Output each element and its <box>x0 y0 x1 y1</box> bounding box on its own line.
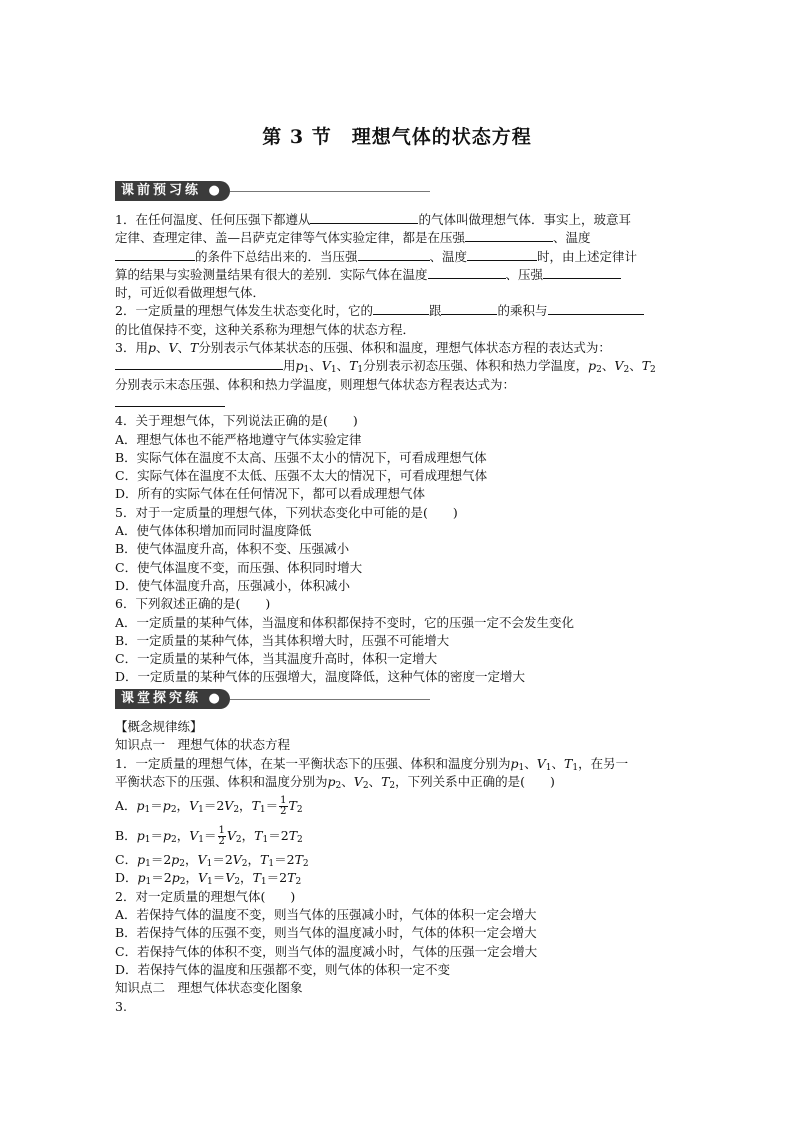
q6-option-a[interactable]: A．一定质量的某种气体，当温度和体积都保持不变时，它的压强一定不会发生变化 <box>115 614 575 630</box>
answer-blank[interactable] <box>115 394 225 407</box>
q1-line1: 1．在任何温度、任何压强下都遵从 的气体叫做理想气体．事实上，玻意耳 <box>115 212 631 227</box>
q1-line4: 算的结果与实验测量结果有很大的差别．实际气体在温度 、压强 <box>115 266 681 284</box>
answer-blank[interactable] <box>358 248 430 261</box>
section-header-pre <box>115 181 435 203</box>
section-divider <box>230 191 430 192</box>
answer-blank[interactable] <box>467 248 537 261</box>
c-q2-option-c[interactable]: C．若保持气体的体积不变，则当气体的温度减小时，气体的压强一定会增大 <box>115 943 538 959</box>
section-header-class <box>115 689 435 711</box>
c-q1-option-c[interactable]: C．$p_1=2p_2$，$V_1=2V_2$，$T_1=2T_2$ <box>115 852 309 870</box>
answer-blank[interactable] <box>115 357 283 370</box>
c-q1-line2: 平衡状态下的压强、体积和温度分别为$p_2$、$V_2$、$T_2$，下列关系中正确的是( ) <box>115 773 555 791</box>
answer-blank[interactable] <box>548 302 644 315</box>
answer-blank[interactable] <box>428 266 506 279</box>
q2-line1: 2．一定质量的理想气体发生状态变化时，它的 跟 的乘积与 <box>115 302 681 320</box>
answer-blank[interactable] <box>373 302 429 315</box>
answer-blank[interactable] <box>310 211 418 224</box>
section-divider <box>230 699 430 700</box>
pre-questions <box>115 211 681 687</box>
q6-option-c[interactable]: C．一定质量的某种气体，当其温度升高时，体积一定增大 <box>115 651 438 667</box>
c-q2-option-d[interactable]: D．若保持气体的温度和压强都不变，则气体的体积一定不变 <box>115 961 451 977</box>
q5-option-c[interactable]: C．使气体温度不变，而压强、体积同时增大 <box>115 559 363 575</box>
page-title: 第 3 节 理想气体的状态方程 <box>262 126 532 148</box>
c-q1-option-b[interactable]: B．$p_1=p_2$，$V_1=$ $\frac{1}{2}$ $V_2$，$T_1=2T_2$ <box>115 825 303 848</box>
q4-option-d[interactable]: D．所有的实际气体在任何情况下，都可以看成理想气体 <box>115 486 426 502</box>
c-q2-stem: 2．对一定质量的理想气体( ) <box>115 888 296 904</box>
q6-option-b[interactable]: B．一定质量的某种气体，当其体积增大时，压强不可能增大 <box>115 632 450 648</box>
q1-line3: 的条件下总结出来的．当压强 、温度 时，由上述定律计 <box>115 248 681 266</box>
q5-stem: 5．对于一定质量的理想气体，下列状态变化中可能的是( ) <box>115 504 458 520</box>
q1-line5: 时，可近似看做理想气体． <box>115 285 266 301</box>
section-label-pre: 课前预习练 ● <box>115 181 230 201</box>
answer-blank[interactable] <box>115 248 195 261</box>
answer-blank[interactable] <box>441 302 497 315</box>
knowledge-point-2: 知识点二 理想气体状态变化图象 <box>115 980 303 996</box>
class-questions <box>115 718 681 1016</box>
q3-line3: 分别表示末态压强、体积和热力学温度，则理想气体状态方程表达式为： <box>115 376 516 392</box>
c-q1-option-a[interactable]: A．$p_1=p_2$，$V_1=2V_2$，$T_1=$ $\frac{1}{2}$ $T_2$ <box>115 795 303 818</box>
c-q2-option-b[interactable]: B．若保持气体的压强不变，则当气体的温度减小时，气体的体积一定会增大 <box>115 925 537 941</box>
knowledge-point-1: 知识点一 理想气体的状态方程 <box>115 737 291 753</box>
q3-line2: 用$p_1$、$V_1$、$T_1$分别表示初态压强、体积和热力学温度，$p_2$、$V_2$、$T_2$ <box>115 357 681 375</box>
answer-blank[interactable] <box>543 266 621 279</box>
q4-option-b[interactable]: B．实际气体在温度不太高、压强不太小的情况下，可看成理想气体 <box>115 449 487 465</box>
q5-option-b[interactable]: B．使气体温度升高，体积不变、压强减小 <box>115 541 350 557</box>
section-label-class: 课堂探究练 ● <box>115 689 230 709</box>
c-q1-option-d[interactable]: D．$p_1=2p_2$，$V_1=V_2$，$T_1=2T_2$ <box>115 870 302 888</box>
q1-line2: 定律、查理定律、盖—吕萨克定律等气体实验定律，都是在压强 、温度 <box>115 230 591 246</box>
q4-option-a[interactable]: A．理想气体也不能严格地遵守气体实验定律 <box>115 431 362 447</box>
q5-option-a[interactable]: A．使气体体积增加而同时温度降低 <box>115 523 312 539</box>
q2-line2: 的比值保持不变，这种关系称为理想气体的状态方程． <box>115 321 416 337</box>
q5-option-d[interactable]: D．使气体温度升高，压强减小，体积减小 <box>115 577 351 593</box>
q6-option-d[interactable]: D．一定质量的某种气体的压强增大，温度降低，这种气体的密度一定增大 <box>115 669 526 685</box>
q4-stem: 4．关于理想气体，下列说法正确的是( ) <box>115 413 358 429</box>
concept-heading: 【概念规律练】 <box>115 719 203 734</box>
answer-blank[interactable] <box>465 229 553 242</box>
q3-line4 <box>115 394 681 412</box>
c-q1-line1: 1．一定质量的理想气体，在某一平衡状态下的压强、体积和温度分别为$p_1$、$V_1$、$T_1$，在另一 <box>115 755 629 773</box>
q3-line1: 3．用p、V、T分别表示气体某状态的压强、体积和温度，理想气体状态方程的表达式为： <box>115 340 611 356</box>
q4-option-c[interactable]: C．实际气体在温度不太低、压强不太大的情况下，可看成理想气体 <box>115 468 488 484</box>
q6-stem: 6．下列叙述正确的是( ) <box>115 596 271 612</box>
c-q3-number: 3. <box>115 998 127 1014</box>
c-q2-option-a[interactable]: A．若保持气体的温度不变，则当气体的压强减小时，气体的体积一定会增大 <box>115 907 537 923</box>
